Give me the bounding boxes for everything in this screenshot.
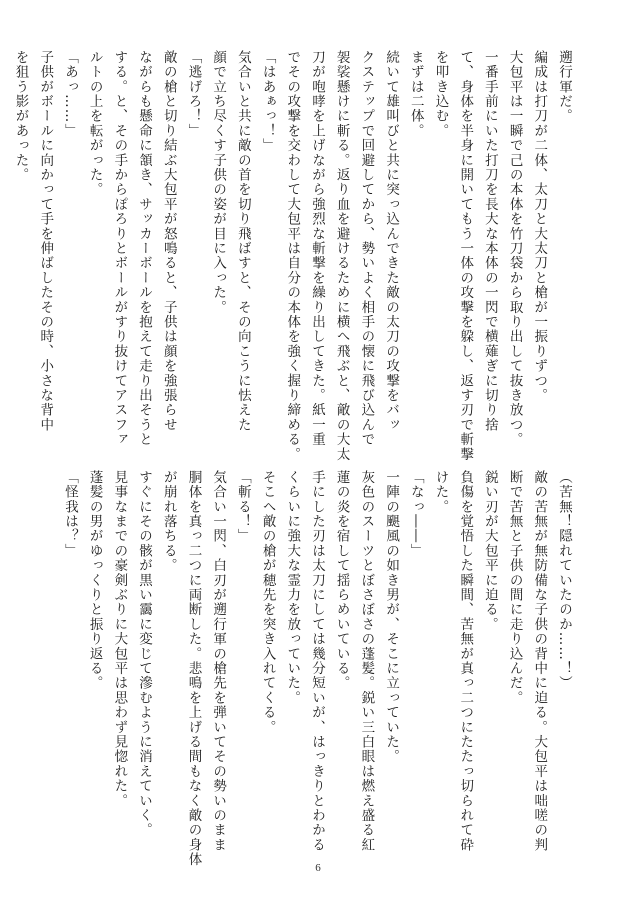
- page-number: 6: [315, 862, 321, 874]
- text-line: 遡行軍だ。: [556, 50, 572, 124]
- text-line: クステップで回避してから、勢いよく相手の懐に飛び込んで: [358, 50, 375, 447]
- text-line: ながらも懸命に頷き、サッカーボールを抱えて走り出そうと: [136, 50, 153, 447]
- text-line: 蓮の炎を宿して揺らめいている。: [333, 470, 350, 691]
- text-line: 見事なまでの豪剣ぶりに大包平は思わず見惚れた。: [111, 470, 128, 809]
- text-line: 続いて雄叫びと共に突っ込んできた敵の太刀の攻撃をバッ: [383, 50, 400, 433]
- text-line: 「逃げろ！」: [185, 50, 202, 139]
- text-line: 敵の槍と切り結ぶ大包平が怒鳴ると、子供は顔を強張らせ: [160, 50, 177, 433]
- text-line: すぐにその骸が黒い靄に変じて滲むように消えていく。: [136, 470, 153, 838]
- text-line: 胴体を真っ二つに両断した。悲鳴を上げる間もなく敵の身体: [185, 470, 202, 867]
- text-line: 「はあぁっ！」: [259, 50, 276, 153]
- text-line: けた。: [432, 470, 449, 515]
- lower-text-block: [52, 470, 576, 867]
- text-line: 「怪我は？」: [61, 470, 78, 559]
- text-line: 「あっ……」: [61, 50, 78, 139]
- text-line: 編成は打刀が二体、太刀と大太刀と槍が一振りずつ。: [531, 50, 548, 403]
- text-line: （苦無！隠れていたのか……！）: [556, 470, 572, 691]
- text-line: する。と、その手からぽろりとボールがすり抜けてアスファ: [111, 50, 128, 447]
- text-line: でその攻撃を交わして大包平は自分の本体を強く握り締める。: [284, 50, 301, 462]
- text-line: て、身体を半身に開いてもう一体の攻撃を躱し、返す刃で斬撃: [457, 50, 474, 462]
- text-line: 敵の苦無が無防備な子供の背中に迫る。大包平は咄嗟の判: [531, 470, 548, 853]
- text-line: そこへ敵の槍が穂先を突き入れてくる。: [259, 470, 276, 735]
- text-line: 顔で立ち尽くす子供の姿が目に入った。: [210, 50, 227, 315]
- text-line: が崩れ落ちる。: [160, 470, 177, 573]
- text-line: 子供がボールに向かって手を伸ばしたその時、小さな背中: [37, 50, 54, 433]
- text-line: 灰色のスーツとぼさぼさの蓬髪。鋭い三白眼は燃え盛る紅: [358, 470, 375, 853]
- text-line: ルトの上を転がった。: [86, 50, 103, 197]
- text-line: を狙う影があった。: [12, 50, 29, 183]
- text-line: 「斬る！」: [234, 470, 251, 544]
- text-line: 刀が咆哮を上げながら強烈な斬撃を繰り出してきた。紙一重: [308, 50, 325, 447]
- text-line: 負傷を覚悟した瞬間、苦無が真っ二つにたたっ切られて砕: [457, 470, 474, 853]
- text-line: 「なっ――」: [407, 470, 424, 559]
- text-line: 鋭い刃が大包平に迫る。: [481, 470, 498, 632]
- text-line: 手にした刃は太刀にしては幾分短いが、はっきりとわかる: [308, 470, 325, 853]
- text-line: 一番手前にいた打刀を長大な本体の一閃で横薙ぎに切り捨: [481, 50, 498, 433]
- text-line: 気合い一閃、白刃が遡行軍の槍先を弾いてその勢いのまま: [210, 470, 227, 853]
- text-line: 大包平は一瞬で己の本体を竹刀袋から取り出して抜き放つ。: [506, 50, 523, 447]
- text-line: 袈裟懸けに斬る。返り血を避けるために横へ飛ぶと、敵の大太: [333, 50, 350, 462]
- text-line: くらいに強大な霊力を放っていた。: [284, 470, 301, 706]
- upper-text-block: [12, 50, 576, 462]
- text-line: まずは二体。: [407, 50, 424, 139]
- text-line: を叩き込む。: [432, 50, 449, 139]
- text-line: 一陣の颶風の如き男が、そこに立っていた。: [383, 470, 400, 764]
- text-line: 蓬髪の男がゆっくりと振り返る。: [86, 470, 103, 691]
- text-line: 気合いと共に敵の首を切り飛ばすと、その向こうに怯えた: [234, 50, 251, 433]
- text-line: 断で苦無と子供の間に走り込んだ。: [506, 470, 523, 706]
